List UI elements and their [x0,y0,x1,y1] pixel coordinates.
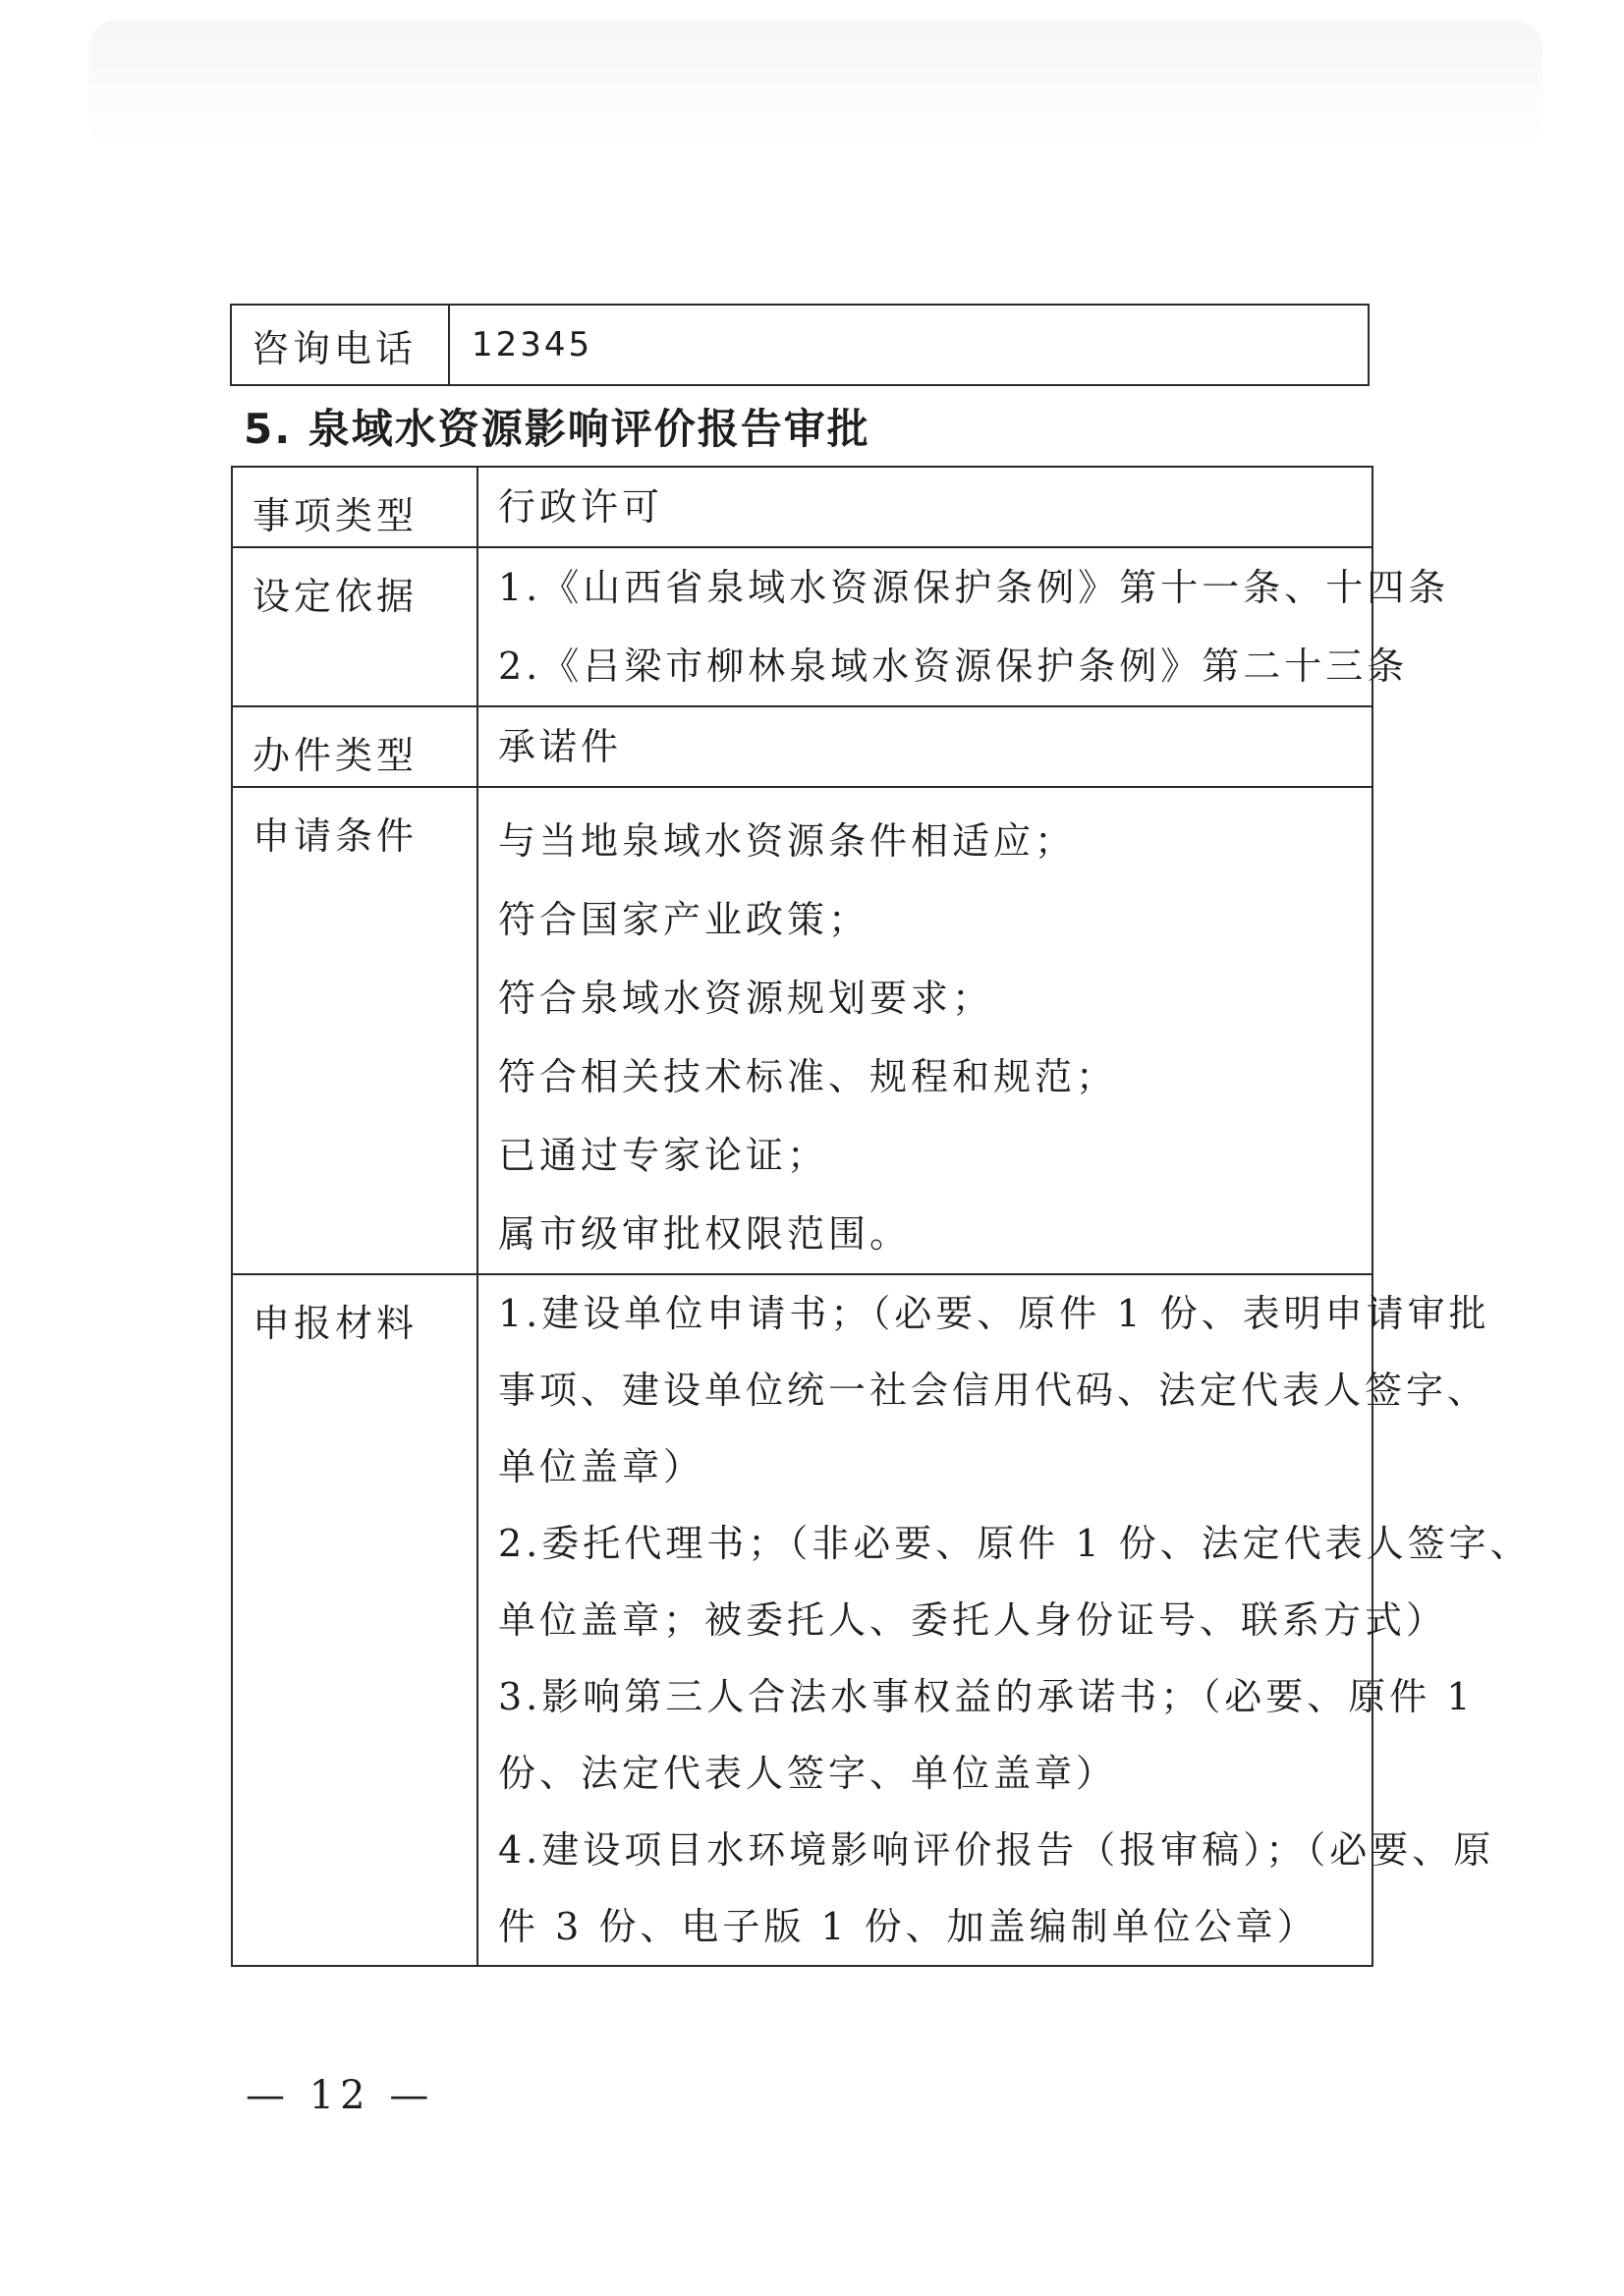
row-content [477,706,1372,787]
contact-table [230,304,1370,386]
table-row [231,305,1369,385]
content-line: 2.《吕梁市柳林泉域水资源保护条例》第二十三条 [498,644,1409,688]
table-row [232,1274,1372,1966]
content-line: 符合国家产业政策； [498,898,870,941]
content-line: 1.《山西省泉域水资源保护条例》第十一条、十四条 [498,566,1450,609]
table-row [232,787,1372,1274]
content-line: 承诺件 [498,725,623,768]
row-label: 设定依据 [232,547,477,706]
scan-artifact [88,20,1542,147]
content-line: 3.影响第三人合法水事权益的承诺书；（必要、原件 1 [498,1675,1475,1718]
content-line: 单位盖章；被委托人、委托人身份证号、联系方式） [498,1598,1448,1642]
content-line: 2.委托代理书；（非必要、原件 1 份、法定代表人签字、 [498,1522,1532,1565]
content-line: 符合泉域水资源规划要求； [498,977,994,1020]
content-line: 属市级审批权限范围。 [498,1212,912,1256]
content-line: 件 3 份、电子版 1 份、加盖编制单位公章） [498,1905,1318,1948]
row-label: 办件类型 [232,706,477,787]
content-line: 1.建设单位申请书；（必要、原件 1 份、表明申请审批 [498,1292,1490,1335]
row-content [477,1274,1532,1966]
contact-label: 咨询电话 [231,305,449,385]
content-line: 行政许可 [498,485,664,529]
row-label: 申报材料 [232,1274,477,1966]
content-line: 事项、建设单位统一社会信用代码、法定代表人签字、 [498,1369,1489,1412]
table-row [232,467,1372,547]
section-title: 5. 泉域水资源影响评价报告审批 [244,405,870,453]
content-line: 符合相关技术标准、规程和规范； [498,1055,1118,1098]
row-content [477,467,1372,547]
contact-phone: 12345 [449,305,1369,385]
approval-info-table [231,466,1532,1967]
table-row [232,706,1372,787]
content-line: 已通过专家论证； [498,1134,829,1177]
row-label: 事项类型 [232,467,477,547]
row-content [477,787,1372,1274]
table-row [232,547,1372,706]
row-content [477,547,1450,706]
content-line: 与当地泉域水资源条件相适应； [498,819,1077,863]
content-line: 4.建设项目水环境影响评价报告（报审稿）；（必要、原 [498,1828,1495,1872]
page-number: — 12 — [246,2073,435,2118]
content-line: 单位盖章） [498,1445,705,1488]
content-line: 份、法定代表人签字、单位盖章） [498,1752,1118,1795]
row-label: 申请条件 [232,787,477,1274]
